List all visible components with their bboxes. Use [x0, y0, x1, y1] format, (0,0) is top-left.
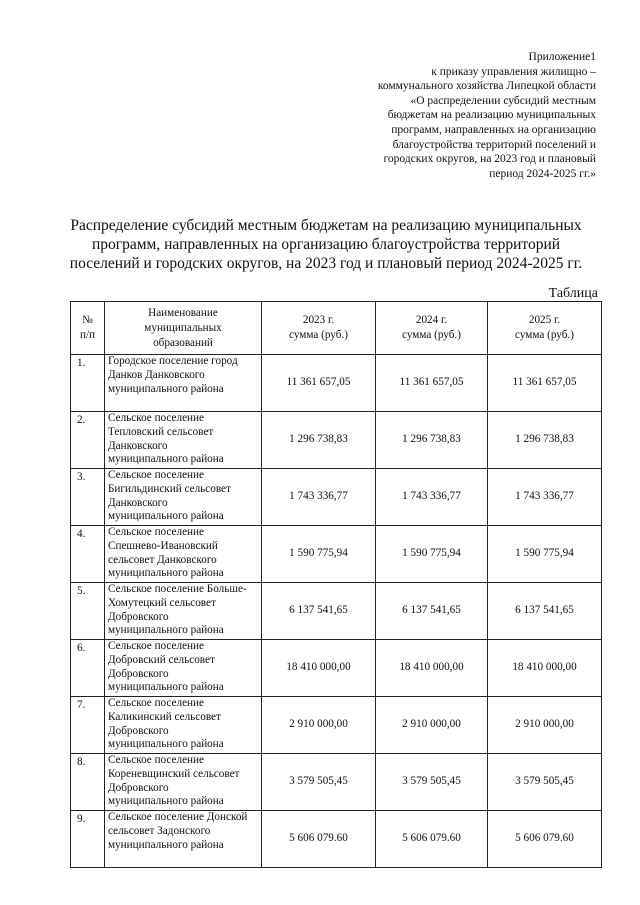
row-number: 2. — [71, 412, 105, 469]
subsidy-table — [70, 301, 602, 868]
appendix-line: городских округов, на 2023 год и плановый — [383, 153, 596, 166]
municipality-name-line: муниципального района — [108, 681, 224, 694]
municipality-name — [105, 640, 262, 697]
document-title — [50, 216, 602, 273]
municipality-name-line: Спешнево-Ивановский — [108, 539, 218, 552]
municipality-name-line: Бигильдинский сельсовет — [108, 482, 231, 495]
table-row — [71, 469, 602, 526]
municipality-name-line: муниципального района — [108, 382, 224, 395]
table-row — [71, 754, 602, 811]
header-2023-line: 2023 г. — [302, 314, 335, 326]
municipality-name-line: муниципального района — [108, 453, 224, 466]
municipality-name-line: Добровский сельсовет — [108, 653, 215, 666]
municipality-name-line: Данков Данковского — [108, 368, 205, 381]
municipality-name-line: Сельское поселение — [108, 526, 204, 538]
header-2025-line: сумма (руб.) — [515, 329, 574, 341]
municipality-name-line: Сельское поселение — [108, 640, 204, 652]
header-2023-line: сумма (руб.) — [289, 329, 348, 341]
amount-2023: 11 361 657,05 — [262, 355, 376, 412]
municipality-name-line: Сельское поселение — [108, 754, 204, 766]
amount-2025: 5 606 079.60 — [488, 811, 602, 868]
appendix-line: программ, направленных на организацию — [391, 123, 596, 136]
municipality-name-line: Сельское поселение — [108, 412, 204, 424]
appendix-line: Приложение1 — [528, 51, 596, 63]
table-row — [71, 811, 602, 868]
row-number: 7. — [71, 697, 105, 754]
municipality-name-line: муниципального района — [108, 567, 224, 580]
header-2024-line: 2024 г. — [415, 314, 448, 326]
amount-2023: 1 590 775,94 — [262, 526, 376, 583]
municipality-name-line: Добровского — [108, 610, 169, 623]
row-number: 3. — [71, 469, 105, 526]
amount-2024: 5 606 079.60 — [376, 811, 488, 868]
amount-2023: 3 579 505,45 — [262, 754, 376, 811]
appendix-line: благоустройства территорий поселений и — [392, 138, 596, 151]
title-line: поселений и городских округов, на 2023 год и плановый период 2024-2025 гг. — [69, 255, 583, 272]
amount-2025: 2 910 000,00 — [488, 697, 602, 754]
amount-2024: 3 579 505,45 — [376, 754, 488, 811]
header-num-line: № — [82, 314, 93, 326]
table-row — [71, 697, 602, 754]
municipality-name — [105, 526, 262, 583]
header-2025 — [488, 302, 602, 355]
table-row — [71, 583, 602, 640]
row-number: 4. — [71, 526, 105, 583]
table-row — [71, 526, 602, 583]
municipality-name-line: Тепловский сельсовет — [108, 425, 214, 438]
amount-2025: 1 296 738,83 — [488, 412, 602, 469]
appendix-line: бюджетам на реализацию муниципальных — [387, 109, 596, 122]
header-name-line: образований — [153, 336, 213, 349]
row-number: 6. — [71, 640, 105, 697]
amount-2025: 3 579 505,45 — [488, 754, 602, 811]
amount-2023: 1 296 738,83 — [262, 412, 376, 469]
municipality-name-line: Каликинский сельсовет — [108, 710, 221, 723]
municipality-name-line: Сельское поселение — [108, 469, 204, 481]
municipality-name-line: Добровского — [108, 724, 169, 737]
header-name-line: Наименование — [148, 306, 218, 319]
amount-2023: 5 606 079.60 — [262, 811, 376, 868]
amount-2025: 18 410 000,00 — [488, 640, 602, 697]
appendix-line: период 2024-2025 гг.» — [489, 167, 596, 180]
municipality-name-line: муниципального района — [108, 738, 224, 751]
amount-2024: 6 137 541,65 — [376, 583, 488, 640]
amount-2025: 11 361 657,05 — [488, 355, 602, 412]
municipality-name-line: Данковского — [108, 439, 168, 452]
municipality-name-line: Сельское поселение Больше- — [108, 583, 247, 595]
amount-2023: 6 137 541,65 — [262, 583, 376, 640]
appendix-line: коммунального хозяйства Липецкой области — [377, 80, 596, 93]
amount-2024: 1 743 336,77 — [376, 469, 488, 526]
amount-2023: 18 410 000,00 — [262, 640, 376, 697]
municipality-name-line: Данковского — [108, 496, 168, 509]
amount-2024: 2 910 000,00 — [376, 697, 488, 754]
table-row — [71, 355, 602, 412]
amount-2024: 1 590 775,94 — [376, 526, 488, 583]
municipality-name-line: сельсовет Данковского — [108, 553, 217, 566]
municipality-name — [105, 811, 262, 868]
municipality-name — [105, 697, 262, 754]
municipality-name — [105, 469, 262, 526]
municipality-name-line: Кореневщинский сельсовет — [108, 767, 240, 780]
appendix-line: к приказу управления жилищно – — [431, 65, 596, 78]
municipality-name — [105, 355, 262, 412]
municipality-name — [105, 583, 262, 640]
amount-2025: 6 137 541,65 — [488, 583, 602, 640]
amount-2024: 1 296 738,83 — [376, 412, 488, 469]
table-header-row — [71, 302, 602, 355]
municipality-name-line: муниципального района — [108, 795, 224, 808]
municipality-name-line: муниципального района — [108, 624, 224, 637]
municipality-name-line: Городское поселение город — [108, 355, 238, 367]
amount-2025: 1 590 775,94 — [488, 526, 602, 583]
table-body — [71, 355, 602, 868]
municipality-name — [105, 754, 262, 811]
header-name — [105, 302, 262, 355]
municipality-name-line: муниципального района — [108, 838, 224, 851]
amount-2024: 18 410 000,00 — [376, 640, 488, 697]
header-2023 — [262, 302, 376, 355]
title-line: программ, направленных на организацию благоустройства территорий — [91, 236, 561, 253]
table-row — [71, 640, 602, 697]
header-name-line: муниципальных — [144, 321, 222, 334]
header-2024-line: сумма (руб.) — [402, 329, 461, 341]
row-number: 5. — [71, 583, 105, 640]
municipality-name-line: Добровского — [108, 781, 169, 794]
header-2024 — [376, 302, 488, 355]
table-label: Таблица — [548, 286, 598, 301]
appendix-block — [336, 50, 596, 181]
header-2025-line: 2025 г. — [528, 314, 561, 326]
appendix-line: «О распределении субсидий местным — [410, 94, 596, 107]
amount-2024: 11 361 657,05 — [376, 355, 488, 412]
amount-2025: 1 743 336,77 — [488, 469, 602, 526]
municipality-name-line: Добровского — [108, 667, 169, 680]
municipality-name-line: муниципального района — [108, 510, 224, 523]
amount-2023: 2 910 000,00 — [262, 697, 376, 754]
header-num-line: п/п — [79, 329, 96, 341]
municipality-name — [105, 412, 262, 469]
municipality-name-line: Сельское поселение Донской — [108, 811, 248, 823]
municipality-name-line: Сельское поселение — [108, 697, 204, 709]
row-number: 1. — [71, 355, 105, 412]
municipality-name-line: Хомутецкий сельсовет — [108, 596, 216, 609]
row-number: 8. — [71, 754, 105, 811]
table-row — [71, 412, 602, 469]
municipality-name-line: сельсовет Задонского — [108, 824, 211, 837]
header-num — [71, 302, 105, 355]
title-line: Распределение субсидий местным бюджетам на реализацию муниципальных — [70, 217, 582, 234]
amount-2023: 1 743 336,77 — [262, 469, 376, 526]
row-number: 9. — [71, 811, 105, 868]
